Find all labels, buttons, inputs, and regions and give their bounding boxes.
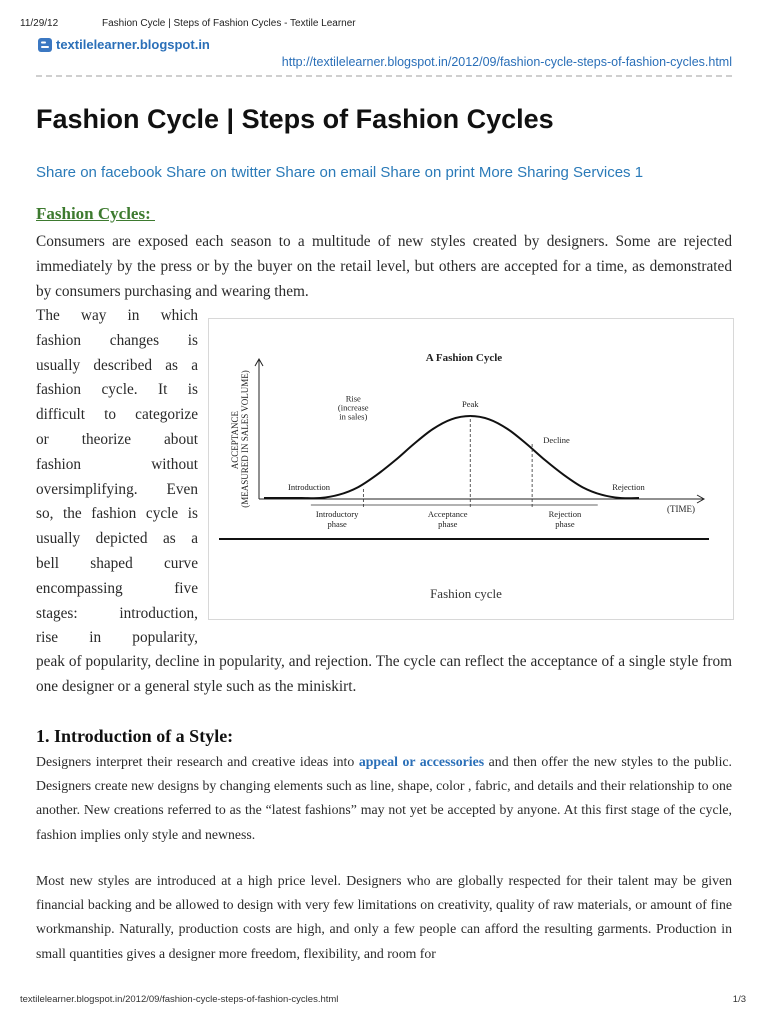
phase-label-rejection xyxy=(549,509,582,529)
print-date: 11/29/12 xyxy=(20,18,59,29)
wrap-line: or theorize about xyxy=(36,430,198,448)
section-heading: Fashion Cycles: xyxy=(36,204,155,223)
stage-label-decline xyxy=(543,435,570,445)
wrap-line: fashion without xyxy=(36,455,198,473)
print-footer xyxy=(20,994,748,1005)
chart-title: A Fashion Cycle xyxy=(425,352,503,364)
share-bar xyxy=(36,164,643,181)
phase-label-introductory xyxy=(316,509,359,529)
phase-label-acceptance xyxy=(428,509,468,529)
phase-label-line: phase xyxy=(438,519,458,529)
wrap-line: fashion cycle. It is xyxy=(36,381,198,399)
more-sharing-link[interactable]: More Sharing Services xyxy=(478,164,631,181)
phase-label-line: phase xyxy=(327,519,347,529)
stage-label-line: Rise xyxy=(345,393,361,404)
wrap-line: stages: introduction, xyxy=(36,604,198,622)
wrap-line: usually depicted as a xyxy=(36,530,198,548)
fashion-cycle-figure xyxy=(208,318,734,620)
y-axis-label xyxy=(230,370,250,508)
stage-label-rejection xyxy=(612,482,645,492)
blogger-icon xyxy=(38,38,52,52)
site-brand[interactable] xyxy=(38,37,210,52)
y-axis-label-line: ACCEPTANCE xyxy=(230,410,240,470)
page-number: 1/3 xyxy=(732,994,746,1005)
share-twitter-link[interactable]: Share on twitter xyxy=(166,164,272,181)
figure-caption: Fashion cycle xyxy=(430,586,502,601)
x-axis-label: (TIME) xyxy=(667,504,695,514)
wrapped-text-column xyxy=(36,304,198,651)
introduction-text: Designers interpret their research and creative ideas into xyxy=(36,754,359,769)
wrap-line: difficult to categorize xyxy=(36,406,198,424)
introduction-paragraph xyxy=(36,750,732,847)
y-axis-label-line: (MEASURED IN SALES VOLUME) xyxy=(240,370,250,508)
wrap-line: fashion changes is xyxy=(36,331,198,349)
stage-label-line: (increase xyxy=(337,402,369,413)
share-print-link[interactable]: Share on print xyxy=(380,164,475,181)
wrap-line: usually described as a xyxy=(36,356,198,374)
phase-label-line: Introductory xyxy=(315,509,359,519)
introduction-text-cont: and then offer the new styles to the public. Designers create new designs by changing elements such as line, shape, color , fabric, and details and their relationship to one another. New creations referred to as the “latest fashions” may not yet be accepted by anyone. At this first stage of the cycle, fashion implies only style and newness. xyxy=(36,754,732,842)
pricing-paragraph: Most new styles are introduced at a high price level. Designers who are globally respected for their talent may be given financial backing and be allowed to design with very few limitations on creativity, quality of raw materials, or amount of fine workmanship. Naturally, production costs are high, and only a few people can afford the resulting garments. Production in small quantities gives a designer more freedom, flexibility, and room for xyxy=(36,873,732,961)
phase-label-line: Rejection xyxy=(548,509,582,519)
wrap-line: rise in popularity, xyxy=(36,629,198,647)
wrap-line: oversimplifying. Even xyxy=(36,480,198,498)
site-name[interactable]: textilelearner.blogspot.in xyxy=(56,37,210,52)
fashion-cycle-chart xyxy=(209,319,733,581)
stage-label-rise xyxy=(338,394,369,422)
stage-label-peak xyxy=(462,399,479,409)
phase-label-line: Acceptance xyxy=(427,509,468,519)
introduction-heading: 1. Introduction of a Style: xyxy=(36,726,234,746)
cycle-paragraph-end: peak of popularity, decline in popularity, and rejection. The cycle can reflect the acceptance of a single style from one designer or a general style such as the miniskirt. xyxy=(36,653,732,695)
footer-url: textilelearner.blogspot.in/2012/09/fashion-cycle-steps-of-fashion-cycles.html xyxy=(20,994,339,1005)
wrap-line: bell shaped curve xyxy=(36,554,198,572)
stage-label-introduction xyxy=(288,482,331,492)
stage-label-line: in sales) xyxy=(339,411,368,422)
page-title: Fashion Cycle | Steps of Fashion Cycles xyxy=(36,104,554,134)
share-email-link[interactable]: Share on email xyxy=(275,164,377,181)
print-title: Fashion Cycle | Steps of Fashion Cycles - Textile Learner xyxy=(102,18,356,29)
print-header xyxy=(20,18,356,29)
stage-label-line: Introduction xyxy=(287,481,331,492)
share-facebook-link[interactable]: Share on facebook xyxy=(36,164,162,181)
wrap-line: encompassing five xyxy=(36,579,198,597)
wrap-line: so, the fashion cycle is xyxy=(36,505,198,523)
wrap-line: The way in which xyxy=(36,307,198,324)
source-url[interactable]: http://textilelearner.blogspot.in/2012/09/fashion-cycle-steps-of-fashion-cycles.html xyxy=(281,55,732,69)
stage-label-line: Peak xyxy=(461,399,479,410)
intro-paragraph: Consumers are exposed each season to a multitude of new styles created by designers. Some are rejected immediately by the press or by the buyer on the retail level, but others are accepted for a time, as demonstrated by consumers purchasing and wearing them. xyxy=(36,233,732,300)
appeal-accessories-link[interactable]: appeal or accessories xyxy=(358,754,485,769)
header-divider xyxy=(36,75,732,77)
phase-label-line: phase xyxy=(555,519,575,529)
stage-label-line: Decline xyxy=(543,434,570,445)
share-count: 1 xyxy=(634,164,644,181)
stage-label-line: Rejection xyxy=(612,481,645,492)
